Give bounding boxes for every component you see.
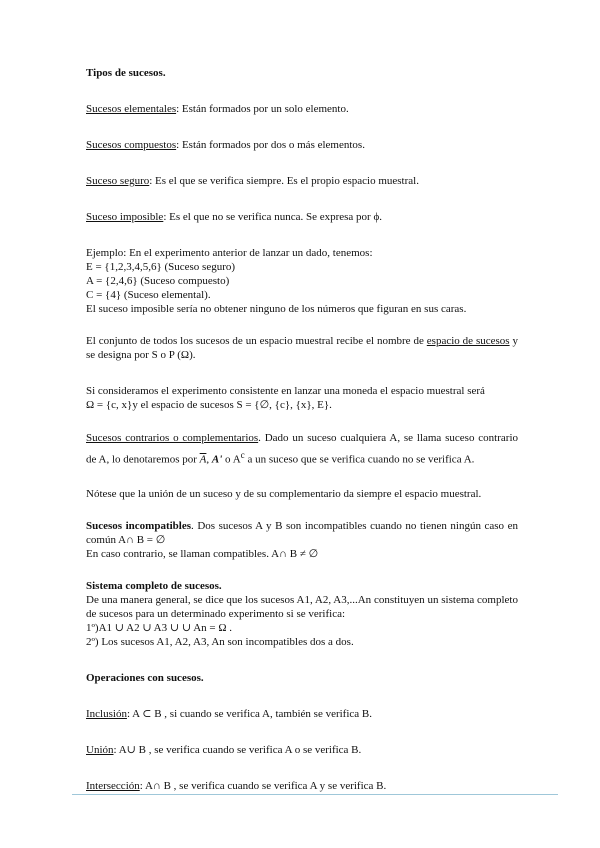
text-interseccion: : A∩ B , se verifica cuando se verifica A y se verifica B. (139, 779, 387, 792)
example-line-e: E = {1,2,3,4,5,6} (Suceso seguro) (86, 261, 236, 273)
def-incompatibles (86, 519, 518, 547)
def-union (86, 743, 518, 757)
sistema-cond-1: 1º)A1 ∪ A2 ∪ A3 ∪ ∪ An = Ω . (86, 621, 233, 634)
term-inclusion: Inclusión (86, 707, 127, 720)
text-elementales: : Están formados por un solo elemento. (176, 103, 349, 115)
sistema-text: De una manera general, se dice que los sucesos A1, A2, A3,...An constituyen un sistema completo de sucesos para un determinado experimento si se verifica: (86, 593, 518, 620)
sistema-cond-2: 2º) Los sucesos A1, A2, A3, An son incompatibles dos a dos. (86, 635, 354, 648)
contrarios-sym-prime: A' (211, 453, 223, 466)
operaciones-title: Operaciones con sucesos. (86, 671, 204, 684)
def-inclusion (86, 707, 518, 721)
text-seguro: : Es el que se verifica siempre. Es el propio espacio muestral. (149, 175, 419, 187)
text-inclusion: : A ⊂ B , si cuando se verifica A, también se verifica B. (126, 707, 372, 720)
text-imposible: : Es el que no se verifica nunca. Se expresa por ϕ. (163, 211, 382, 223)
incompatibles-text: . Dos sucesos A y B son incompatibles cuando no tienen ningún caso en común A∩ B = ∅ (86, 519, 518, 546)
example-line-a: A = {2,4,6} (Suceso compuesto) (86, 275, 230, 287)
contrarios-mid: , (206, 453, 212, 466)
term-union: Unión (86, 743, 114, 756)
term-interseccion: Intersección (86, 779, 140, 792)
footer-divider (72, 794, 558, 795)
document-body (86, 66, 518, 793)
text-compuestos: : Están formados por dos o más elementos. (176, 139, 365, 151)
def-espacio-sucesos (86, 334, 518, 362)
contrarios-sup: c (240, 450, 245, 460)
term-seguro: Suceso seguro (86, 175, 150, 187)
contrarios-text-3: a un suceso que se verifica cuando no se verifica A. (244, 453, 475, 466)
term-imposible: Suceso imposible (86, 211, 164, 223)
contrarios-sym-overline: $\overline{A}$ (199, 453, 207, 466)
moneda-formula: Ω = {c, x}y el espacio de sucesos S = {∅, {c}, {x}, E}. (86, 399, 332, 411)
incompatibles-line-2: En caso contrario, se llaman compatibles. A∩ B ≠ ∅ (86, 547, 319, 560)
def-compuestos (86, 138, 518, 152)
contrarios-text-2: o A (222, 453, 241, 466)
espacio-text-1: El conjunto de todos los sucesos de un espacio muestral recibe el nombre de (86, 335, 427, 347)
moneda-text: Si consideramos el experimento consistente en lanzar una moneda el espacio muestral será (86, 385, 485, 397)
def-contrarios (86, 430, 518, 469)
espacio-text-2: y se designa por S o P (Ω). (86, 335, 519, 361)
def-seguro (86, 174, 518, 188)
example-intro: Ejemplo: En el experimento anterior de lanzar un dado, tenemos: (86, 247, 373, 259)
def-elementales (86, 102, 518, 116)
contrarios-text-1: . Dado un suceso cualquiera A, se llama suceso contrario de A, lo denotaremos por (86, 432, 518, 466)
term-contrarios: Sucesos contrarios o complementarios (86, 432, 259, 444)
term-compuestos: Sucesos compuestos (86, 139, 177, 151)
def-interseccion (86, 779, 518, 793)
text-union: : A∪ B , se verifica cuando se verifica A o se verifica B. (113, 743, 362, 756)
sistema-title: Sistema completo de sucesos. (86, 579, 222, 592)
term-incompatibles: Sucesos incompatibles (86, 519, 192, 532)
term-elementales: Sucesos elementales (86, 103, 177, 115)
notese-paragraph: Nótese que la unión de un suceso y de su complementario da siempre el espacio muestral. (86, 487, 482, 500)
example-line-c: C = {4} (Suceso elemental). (86, 289, 211, 301)
espacio-term: espacio de sucesos (426, 335, 510, 347)
def-imposible (86, 210, 518, 224)
example-closing: El suceso imposible sería no obtener ninguno de los números que figuran en sus caras. (86, 303, 467, 315)
section-title: Tipos de sucesos. (86, 67, 166, 79)
